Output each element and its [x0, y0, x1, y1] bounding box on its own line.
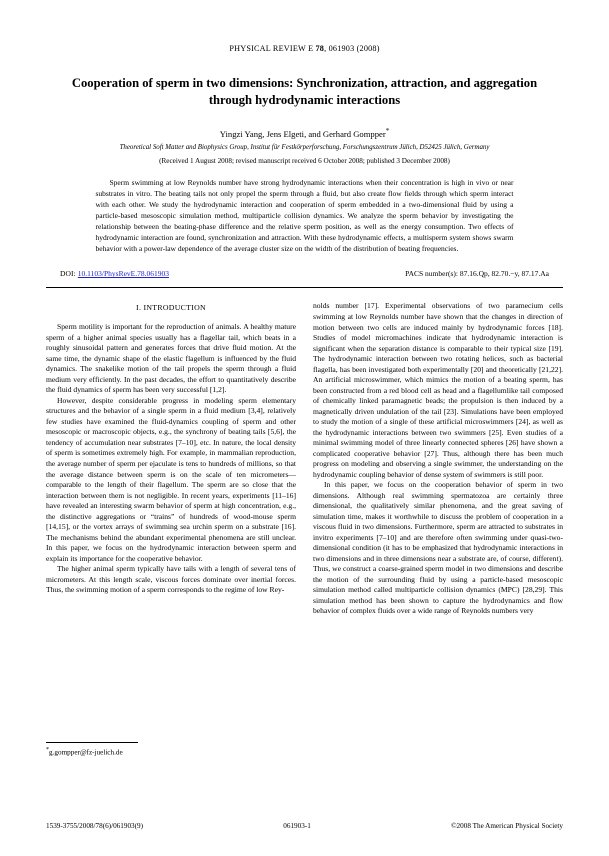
abstract [96, 178, 514, 255]
journal-volume: 78 [315, 44, 325, 53]
left-column [46, 301, 296, 758]
author-names: Yingzi Yang, Jens Elgeti, and Gerhard Gompper [219, 128, 386, 139]
doi-link[interactable]: 10.1103/PhysRevE.78.061903 [77, 269, 169, 279]
issn-line: 1539-3755/2008/78(6)/061903(9) [46, 822, 144, 830]
doi-label: DOI: [60, 269, 78, 279]
abstract-text: Sperm swimming at low Reynolds number have strong hydrodynamic interactions when their concentration is high in vivo or near substrates in vitro. The beating tails not only propel the sperm through a fluid, but also create flow fields through which sperm interact with each other. We study the hydrodynamic interaction and cooperation of sperm embedded in a two-dimensional fluid by using a particle-based mesoscopic simulation method, multiparticle collision dynamics. We analyze the sperm behavior by investigating the relationship between the beating-phase difference and the relative sperm position, as well as the energy consumption. Two effects of hydrodynamic interaction are found, synchronization and attraction. With these hydrodynamic effects, a multisperm system shows swarm behavior with a power-law dependence of the average cluster size on the width of the distribution of beating frequencies. [95, 177, 514, 253]
doi-block [60, 269, 169, 278]
paragraph: The higher animal sperm typically have tails with a length of several tens of micrometers. At this length scale, viscous forces dominate over inertial forces. Thus, the swimming motion of a sperm corresponds to the regime of low Rey- [46, 564, 296, 595]
paragraph: nolds number [17]. Experimental observations of two paramecium cells swimming at low Reynolds number have shown that the changes in direction of motion between two cells are induced mainly by hydrodynamic forces [18]. Studies of model micromachines indicate that hydrodynamic interaction is significant when the separation distance is comparable to their typical size [19]. The hydrodynamic interaction between two rotating helices, such as bacterial flagella, has been investigated both experimentally [20] and theoretically [21,22]. An artificial microswimmer, which mimics the motion of a beating sperm, has been constructed from a red blood cell as head and a flagellumlike tail composed of chemically linked paramagnetic beads; the propulsion is then induced by a magnetically driven undulation of the tail [23]. Simulations have been employed to study the motion of a single of these artificial microswimmers [24], as well as the hydrodynamic interactions between two swimmers [25]. Even studies of a minimal swimming model of three linearly connected spheres [26] have shown a complicated cooperative behavior [27]. Thus, although there has been much progress on modeling and observing a single swimmer, the understanding on the hydrodynamic coupling behavior of dense system of swimmers is still poor. [313, 301, 563, 479]
header-divider [46, 287, 563, 288]
received-dates: (Received 1 August 2008; revised manuscript received 6 October 2008; published 3 December 2008) [159, 156, 450, 165]
paragraph: However, despite considerable progress in modeling sperm elementary structures and the behavior of a single sperm in a fluid medium [3,4], relatively few studies have examined the fluid-dynamics coupling of sperm and other mesoscopic or macroscopic objects, e.g., the synchrony of beating tails [5,6], the tendency of accumulation near substrates [7–10], etc. In nature, the local density of sperm is sometimes extremely high. For example, in mammalian reproduction, the average number of sperm per ejaculate is tens to hundreds of millions, so that the average distance between sperm is on the scale of ten micrometers—comparable to the length of their flagellum. The sperm are so close that the interaction between them is not negligible. In recent years, experiments [11–16] have revealed an interesting swarm behavior of sperm at high concentration, e.g., the distinctive aggregations or “trains” of hundreds of wood-mouse sperm [14,15], or the vortex arrays of swimming sea urchin sperm on a substrate [16]. The mechanisms behind the abundant experimental phenomena are still unclear. In this paper, we focus on the hydrodynamic interaction between sperm and explain its importance for the cooperative behavior. [46, 395, 296, 563]
journal-name: PHYSICAL REVIEW E [229, 44, 316, 53]
author-footnote-marker: * [385, 126, 390, 135]
left-column-inner [46, 303, 296, 758]
section-heading-introduction: I. INTRODUCTION [136, 303, 206, 313]
pacs-numbers: PACS number(s): 87.16.Qp, 82.70.−y, 87.17.Aa [405, 269, 549, 279]
doi-pacs-line [46, 269, 563, 278]
journal-issue: , 061903 (2008) [324, 44, 380, 53]
journal-header [46, 44, 563, 53]
affiliation: Theoretical Soft Matter and Biophysics Group, Institut für Festkörperforschung, Forschungszentrum Jülich, D52425 Jülich, Germany [119, 143, 490, 151]
paper-page [0, 44, 609, 856]
right-column [313, 301, 563, 758]
footnote-block [46, 742, 296, 758]
copyright: ©2008 The American Physical Society [451, 822, 563, 830]
page-number: 061903-1 [283, 822, 311, 830]
author-list [46, 127, 563, 139]
paragraph: Sperm motility is important for the reproduction of animals. A healthy mature sperm of a higher animal species usually has a flagellar tail, which beats in a roughly sinusoidal pattern and generates forces that drive fluid motion. At the same time, the dynamic shape of the elastic flagellum is influenced by the fluid dynamics. The snakelike motion of the tail propels the sperm through a fluid medium very efficiently. In the past decades, the effort to quantitatively describe the fluid dynamics of sperm has been very successful [1,2]. [46, 322, 296, 395]
corresponding-author-footnote [46, 746, 296, 758]
page-title: Cooperation of sperm in two dimensions: Synchronization, attraction, and aggregation through hydrodynamic interactions [71, 76, 538, 108]
two-column-body [46, 301, 563, 758]
page-footer [46, 822, 563, 830]
footnote-marker: * [46, 747, 49, 754]
footnote-divider [46, 742, 138, 743]
paragraph: In this paper, we focus on the cooperation behavior of sperm in two dimensions. Although real swimming spermatozoa are certainly three dimensional, the qualitatively similar phenomena, and the great saving of simulation time, makes it worthwhile to discuss the problem of cooperation in a viscous fluid in two dimensions. Furthermore, sperm are attracted to substrates in invitro experiments [7–10] and are therefore often swimming under quasi-two-dimensional condition (it has to be emphasized that hydrodynamic interactions in two dimensions and in three dimensions near a substrate are, of course, different). Thus, we construct a coarse-grained sperm model in two dimensions and describe the motion of the surrounding fluid by using a particle-based mesoscopic simulation method called multiparticle collision dynamics (MPC) [28,29]. This simulation method has been shown to capture the hydrodynamics and flow behavior of complex fluids over a wide range of Reynolds numbers very [313, 480, 563, 616]
footnote-email: g.gompper@fz-juelich.de [49, 748, 123, 757]
